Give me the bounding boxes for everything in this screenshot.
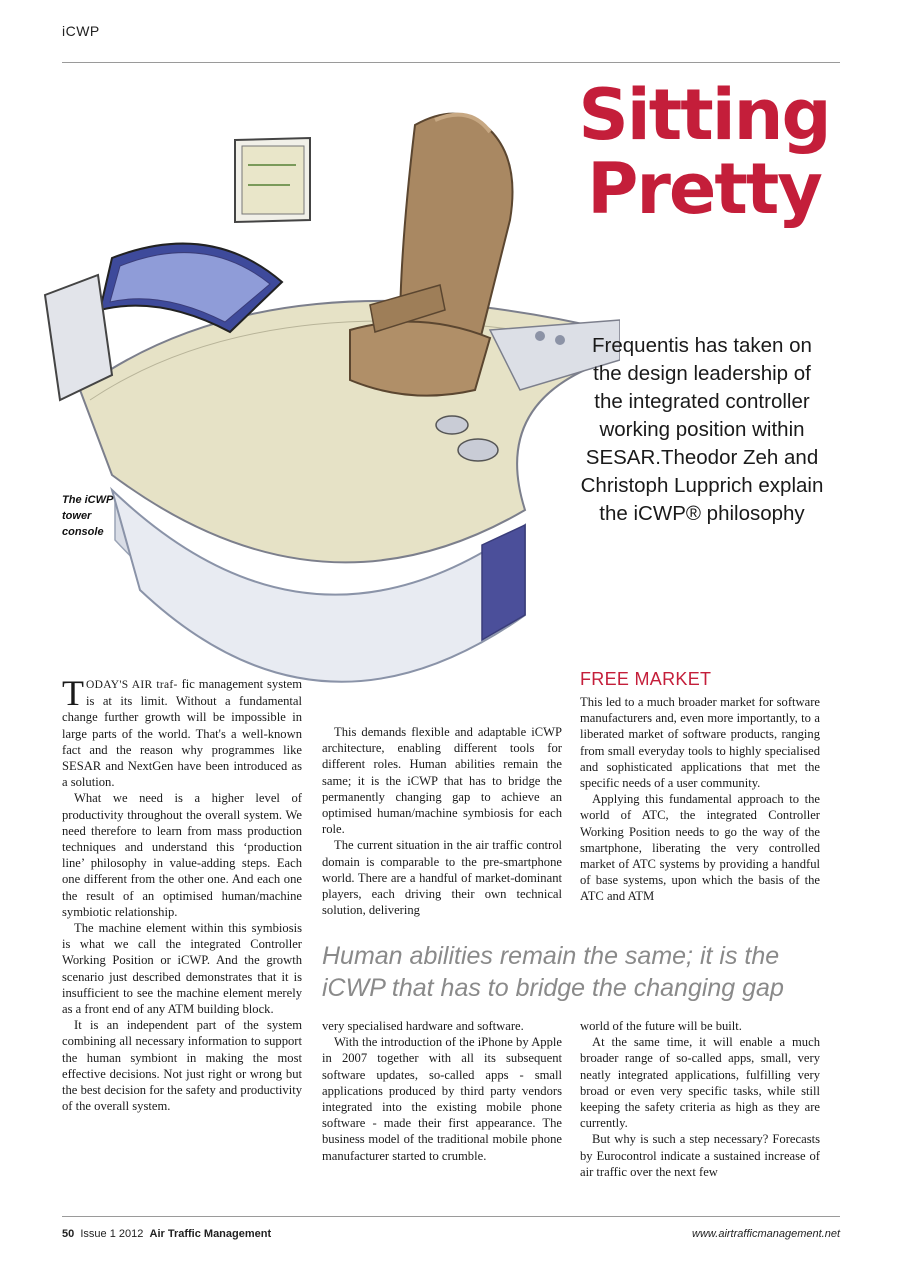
article-title xyxy=(574,74,834,230)
paragraph: The machine element within this symbiosis is what we call the integrated Controller Working Position or iCWP. And the growth scenario just described demonstrates that it is insufficient to see the machine element merely as a front end of any ATM building block. xyxy=(62,921,302,1017)
bottom-divider xyxy=(62,1216,840,1217)
paragraph-intro xyxy=(62,673,303,790)
paragraph: It is an independent part of the system combining all necessary information to support the human symbiont in making the most effective decisions. Not just right or wrong but the best decision for the safety and productivity of the overall system. xyxy=(62,1018,302,1114)
footer-url[interactable]: www.airtrafficmanagement.net xyxy=(692,1228,840,1240)
paragraph: This demands flexible and adaptable iCWP architecture, enabling different tools for different roles. Human abilities remain the same; it is the iCWP that has to bridge the permanently changing gap to achieve an optimised human/machine symbiosis for each role. xyxy=(322,725,562,837)
body-column-2-top xyxy=(322,724,562,918)
console-illustration xyxy=(20,70,620,690)
paragraph: At the same time, it will enable a much broader range of so-called apps, small, very neatly integrated applications, fulfilling very broad or even very specific tasks, while still keeping the safety criteria as high as they are currently. xyxy=(580,1035,820,1131)
paragraph: Applying this fundamental approach to the world of ATC, the integrated Controller Working Position needs to go the way of the smartphone, liberating the very controlled market of ATC systems by providing a handful of base systems, upon which the basis of the ATC and ATM xyxy=(580,792,820,904)
page-number: 50 xyxy=(62,1228,75,1240)
issue-info: Issue 1 2012 xyxy=(80,1228,144,1240)
paragraph: world of the future will be built. xyxy=(580,1019,742,1033)
standfirst: Frequentis has taken on the design leadership of the integrated controller working position within SESAR.Theodor Zeh and Christoph Lupprich explain the iCWP® philosophy xyxy=(580,334,824,525)
footer-left xyxy=(62,1228,271,1240)
paragraph: With the introduction of the iPhone by Apple in 2007 together with all its subsequent software updates, so-called apps - small applications produced by third party vendors integrated into the existing mobile phone software - made their first appearance. The business model of the traditional mobile phone manufacturer started to crumble. xyxy=(322,1035,562,1163)
drop-cap: T xyxy=(62,673,84,713)
body-column-3-bottom xyxy=(580,1018,820,1180)
body-column-3-top xyxy=(580,694,820,905)
publication-name: Air Traffic Management xyxy=(149,1228,272,1240)
body-column-2-bottom xyxy=(322,1018,562,1164)
paragraph: But why is such a step necessary? Forecasts by Eurocontrol indicate a sustained increase of air traffic over the next few xyxy=(580,1132,820,1179)
top-divider xyxy=(62,62,840,63)
subheading: FREE MARKET xyxy=(580,669,712,689)
section-label: iCWP xyxy=(62,23,100,39)
image-caption: The iCWP tower console xyxy=(62,494,113,538)
title-line-1: Sitting xyxy=(578,74,830,156)
paragraph: What we need is a higher level of productivity throughout the overall system. We need therefore to learn from mass production techniques and understand this ‘production line’ philosophy in value-adding steps. Each one different from the other one. And each one the result of an optimised human/machine symbiotic relationship. xyxy=(62,791,302,919)
body-column-1 xyxy=(62,673,303,1114)
intro-smallcaps: ODAY'S AIR traf- xyxy=(86,679,178,691)
intro-text: fic management system is at its limit. Without a fundamental change further growth will be impossible in large parts of the world. That's a well-known fact and the reason why programmes like SESAR and NextGen have been introduced as a solution. xyxy=(62,677,303,790)
title-line-2: Pretty xyxy=(587,148,821,230)
paragraph: The current situation in the air traffic control domain is comparable to the pre-smartphone world. There are a handful of market-dominant players, each driving their own technical solution, delivering xyxy=(322,838,562,918)
paragraph: This led to a much broader market for software manufacturers and, even more importantly, to a liberated market of software products, ranging from small everyday tools to highly specialised and sophisticated applications that met the specific needs of a user community. xyxy=(580,695,820,791)
pull-quote: Human abilities remain the same; it is the iCWP that has to bridge the changing gap xyxy=(322,942,784,1002)
paragraph: very specialised hardware and software. xyxy=(322,1019,524,1033)
